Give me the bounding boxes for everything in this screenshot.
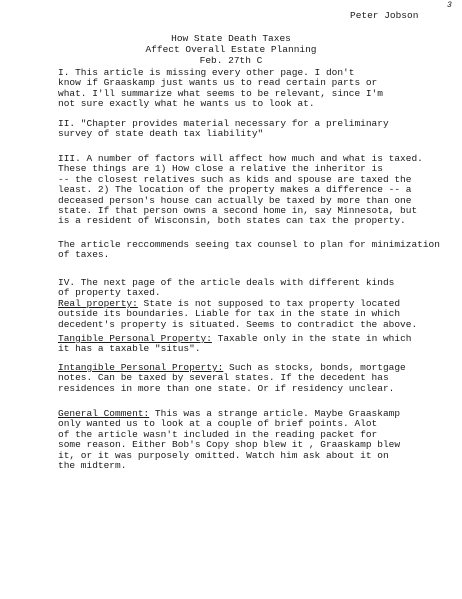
section-two <box>58 119 458 140</box>
text-fragment: State is not supposed to tax property located <box>137 297 401 309</box>
text-line: is a resident of Wisconsin, both states can tax the property. <box>58 215 406 227</box>
text-line: state. If that person owns a second home in, say Minnesota, but <box>58 205 418 217</box>
text-line: survey of state death tax liability" <box>58 128 264 140</box>
text-line: The article reccommends seeing tax counsel to plan for minimization <box>58 239 440 250</box>
section-four <box>58 278 458 330</box>
author-name: Peter Jobson <box>350 10 419 21</box>
page-number-mark: 3 <box>447 1 452 10</box>
intangible-property-term: Intangible Personal Property: <box>58 362 224 373</box>
real-property-term: Real property: <box>58 297 138 309</box>
general-comment-paragraph <box>58 409 458 471</box>
text-line: III. A number of factors will affect how much and what is taxed. <box>58 153 423 164</box>
text-line: decedent's property is situated. Seems to contradict the above. <box>58 318 418 330</box>
document-title <box>0 33 462 66</box>
text-line: deceased person's house can actually be taxed by more than one <box>58 194 412 206</box>
text-line: -- the closest relatives such as kids and spouse are taxed the <box>58 173 412 185</box>
text-line: some reason. Either Bob's Copy shop blew it , Graaskamp blew <box>58 439 401 451</box>
section-one <box>58 68 458 110</box>
text-line: of the article wasn't included in the reading packet for <box>58 428 378 440</box>
intangible-property-paragraph <box>58 363 458 394</box>
text-line: it, or it was purposely omitted. Watch him ask about it on <box>58 449 389 461</box>
title-date: Feb. 27th C <box>199 55 263 66</box>
text-line: outside its boundaries. Liable for tax in the state in which <box>58 308 401 320</box>
text-line: notes. Can be taxed by several states. If the decedent has <box>58 372 389 384</box>
text-line: not sure exactly what he wants us to look at. <box>58 98 315 110</box>
text-line: only wanted us to look at a couple of brief points. Alot <box>58 418 378 430</box>
recommendation-paragraph <box>58 240 458 261</box>
text-line: what. I'll summarize what seems to be relevant, since I'm <box>58 87 383 99</box>
text-line: the midterm. <box>58 460 127 472</box>
text-line: I. This article is missing every other page. I don't <box>58 67 355 78</box>
text-line: of property taxed. <box>58 287 161 299</box>
tangible-property-paragraph <box>58 334 458 355</box>
text-fragment: Taxable only in the state in which <box>211 333 412 344</box>
text-line: These things are 1) How close a relative the inheritor is <box>58 163 383 175</box>
title-line: Affect Overall Estate Planning <box>145 44 317 55</box>
text-line: it has a taxable "situs". <box>58 343 201 355</box>
text-line: IV. The next page of the article deals with different kinds <box>58 277 395 288</box>
title-line: How State Death Taxes <box>171 33 291 44</box>
tangible-property-term: Tangible Personal Property: <box>58 333 212 344</box>
text-line: II. "Chapter provides material necessary for a preliminary <box>58 118 389 129</box>
text-fragment: Such as stocks, bonds, mortgage <box>223 362 406 373</box>
text-line: of taxes. <box>58 249 110 261</box>
section-three <box>58 154 458 227</box>
general-comment-term: General Comment: <box>58 408 150 419</box>
text-line: residences in more than one state. Or if residency unclear. <box>58 382 395 394</box>
text-line: know if Graaskamp just wants us to read certain parts or <box>58 77 378 89</box>
text-fragment: This was a strange article. Maybe Graaskamp <box>149 408 401 419</box>
text-line: least. 2) The location of the property makes a difference -- a <box>58 184 412 196</box>
